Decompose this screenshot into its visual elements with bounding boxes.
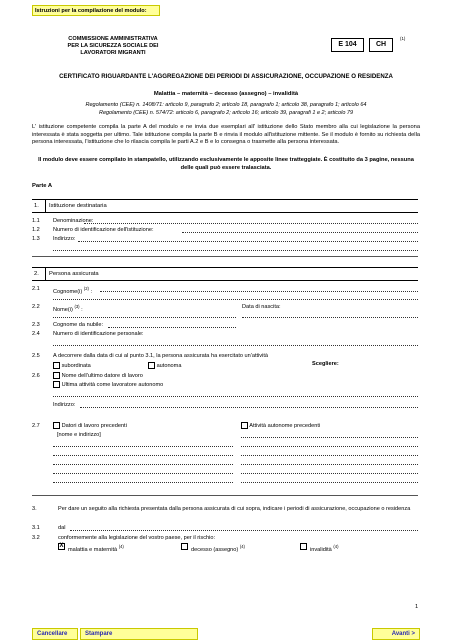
denomination-input[interactable] (84, 223, 418, 224)
previous-self-employed-checkbox[interactable] (241, 422, 248, 429)
next-button[interactable]: Avanti > (372, 628, 420, 640)
section-1-divider (32, 256, 418, 257)
institution-id-input[interactable] (182, 232, 418, 233)
previous-employers-hint: [nome e indirizzo] (57, 432, 101, 438)
birth-date-input[interactable] (242, 317, 418, 318)
previous-self-employed-label: Attività autonome precedenti (249, 423, 321, 429)
footnote-marker: (1) (400, 36, 406, 41)
section-3-label: Per dare un seguito alla richiesta presentata dalla persona assicurata di cui sopra, indicare i periodi di assicurazione, occupazione o residenza (58, 506, 411, 512)
employer-address-input[interactable] (80, 407, 418, 408)
field-1-2-number: 1.2 (32, 227, 40, 233)
previous-self-employed-input-2[interactable] (241, 446, 418, 447)
previous-self-employed-input-6[interactable] (241, 482, 418, 483)
footnote-4a-marker: (4) (118, 544, 124, 549)
field-1-2-label: Numero di identificazione dell'istituzione: (53, 227, 154, 233)
surname-input[interactable] (100, 291, 418, 292)
footnote-2-marker: (2) (83, 286, 89, 291)
employer-address-label: Indirizzo: (53, 402, 76, 408)
notice-paragraph: Il modulo deve essere compilato in stampatello, utilizzando esclusivamente le apposite linee tratteggiate. È costituito da 3 pagine, nessuna delle quali può essere tralasciata. (38, 157, 414, 171)
field-2-1-colon: : (90, 288, 93, 295)
form-subtitle: Malattia – maternità – decesso (assegno) – invalidità (153, 91, 299, 97)
previous-employer-input-2[interactable] (53, 455, 233, 456)
subordinate-checkbox[interactable] (53, 362, 60, 369)
field-2-4-label: Numero di identificazione personale: (53, 331, 144, 337)
instructions-banner[interactable]: Istruzioni per la compilazione del modulo: (32, 5, 160, 16)
section-2-number: 2. (32, 268, 46, 280)
from-date-input[interactable] (70, 530, 418, 531)
option-previous-employers[interactable] (53, 422, 127, 430)
previous-employers-label: Datori di lavoro precedenti (61, 423, 127, 429)
footnote-4b-marker: (4) (239, 544, 245, 549)
field-2-3-label: Cognome da nubile: (53, 322, 104, 328)
option-subordinate[interactable] (53, 362, 91, 370)
sickness-maternity-checkbox[interactable]: X (59, 543, 64, 549)
field-2-2-number: 2.2 (32, 304, 40, 310)
previous-employer-input-1[interactable] (53, 446, 233, 447)
field-2-2-colon: : (81, 306, 83, 313)
death-allowance-label: decesso (assegno) (191, 546, 239, 553)
previous-employer-input-3[interactable] (53, 464, 233, 465)
option-last-employer[interactable] (53, 372, 143, 380)
field-1-3-number: 1.3 (32, 236, 40, 242)
regulation-2: Regolamento (CEE) n. 574/72: articolo 6, paragrafo 2; articolo 16; articolo 39, paragrafi 1 e 2; articolo 79 (98, 110, 354, 116)
field-3-2-label: conformemente alla legislazione del vostro paese, per il rischio: (58, 535, 216, 541)
section-1-header (32, 199, 418, 213)
field-1-1-label: Denominazione: (53, 218, 94, 224)
invalidity-label: invalidità (310, 546, 332, 553)
death-allowance-checkbox[interactable] (181, 543, 188, 550)
autonomous-label: autonoma (156, 363, 182, 369)
section-1-label: Istituzione destinataria (49, 203, 107, 209)
section-2-label: Persona assicurata (49, 271, 99, 277)
footnote-3-marker: (3) (74, 304, 80, 309)
field-2-4-number: 2.4 (32, 331, 40, 337)
surname-input-2[interactable] (53, 299, 418, 300)
field-3-1-number: 3.1 (32, 525, 40, 531)
section-2-divider (32, 495, 418, 496)
field-2-5-number: 2.5 (32, 353, 40, 359)
previous-employer-input-4[interactable] (53, 473, 233, 474)
commission-line-2: PER LA SICUREZZA SOCIALE DEI (67, 42, 159, 49)
section-3-number: 3. (32, 506, 37, 512)
commission-line-3: LAVORATORI MIGRANTI (80, 49, 146, 56)
first-name-input[interactable] (53, 317, 236, 318)
last-employer-label: Nome dell'ultimo datore di lavoro (61, 373, 143, 379)
previous-self-employed-input-5[interactable] (241, 473, 418, 474)
field-2-7-number: 2.7 (32, 423, 40, 429)
invalidity-checkbox[interactable] (300, 543, 307, 550)
field-2-1-label: Cognome(i) (53, 288, 83, 295)
field-3-2-number: 3.2 (32, 535, 40, 541)
personal-id-input[interactable] (53, 345, 418, 346)
field-2-5-label: A decorrere dalla data di cui al punto 3.1, la persona assicurata ha esercitato un'attività (53, 353, 269, 359)
option-previous-self-employed[interactable] (241, 422, 320, 430)
commission-heading (40, 36, 186, 57)
maiden-name-input[interactable] (108, 327, 236, 328)
form-code-box: E 104 (331, 38, 364, 52)
address-input-2[interactable] (53, 250, 418, 251)
autonomous-checkbox[interactable] (148, 362, 155, 369)
previous-employer-input-5[interactable] (53, 482, 233, 483)
previous-self-employed-input-4[interactable] (241, 464, 418, 465)
clear-button[interactable]: Cancellare (32, 628, 78, 640)
previous-self-employed-input-1[interactable] (241, 437, 418, 438)
last-self-employed-label: Ultima attività come lavoratore autonomo (61, 382, 164, 388)
address-input-1[interactable] (78, 241, 418, 242)
footnote-4c-marker: (4) (333, 544, 339, 549)
field-1-1-number: 1.1 (32, 218, 40, 224)
last-employer-checkbox[interactable] (53, 372, 60, 379)
employer-name-input[interactable] (53, 396, 418, 397)
intro-paragraph: L' istituzione competente compila la parte A del modulo e ne invia due esemplari all' istituzione dello Stato membro alla cui legislazione la persona interessata è stata soggetta per ultimo. Tale istituzione compila la parte B e rinvia il modulo all'istituzione mittente. Se il modulo è fornito su richiesta della persona interessata, l'istituzione che lo rilascia compila le parti A.2 e B e lo consegna o trasmette alla persona interessata. (32, 124, 420, 146)
field-2-6-number: 2.6 (32, 373, 40, 379)
section-2-header (32, 267, 418, 281)
choose-label: Scegliere: (312, 361, 339, 367)
form-title: CERTIFICATO RIGUARDANTE L'AGGREGAZIONE DEI PERIODI DI ASSICURAZIONE, OCCUPAZIONE O RESIDENZA (59, 73, 393, 80)
part-a-heading: Parte A (32, 183, 53, 189)
section-1-number: 1. (32, 200, 46, 212)
previous-employers-checkbox[interactable] (53, 422, 60, 429)
birth-date-label: Data di nascita: (242, 304, 281, 310)
subordinate-label: subordinata (61, 363, 91, 369)
field-2-3-number: 2.3 (32, 322, 40, 328)
sickness-maternity-label: malattia e maternità (68, 546, 118, 553)
last-self-employed-checkbox[interactable] (53, 381, 60, 388)
print-button[interactable]: Stampare (80, 628, 198, 640)
page-number: 1 (415, 604, 419, 610)
field-2-1-number: 2.1 (32, 286, 40, 292)
regulation-1: Regolamento (CEE) n. 1408/71: articolo 9, paragrafo 2; articolo 18, paragrafo 1; articolo 38, paragrafo 1; articolo 64 (85, 102, 367, 108)
field-3-1-label: dal (58, 525, 66, 531)
commission-line-1: COMMISSIONE AMMINISTRATIVA (68, 36, 158, 42)
previous-self-employed-input-3[interactable] (241, 455, 418, 456)
field-2-2-label: Nome(i) (53, 306, 73, 313)
option-last-self-employed[interactable] (53, 381, 163, 389)
option-autonomous[interactable] (148, 362, 181, 370)
country-code-box: CH (369, 38, 393, 52)
field-1-3-label: Indirizzo: (53, 236, 76, 242)
